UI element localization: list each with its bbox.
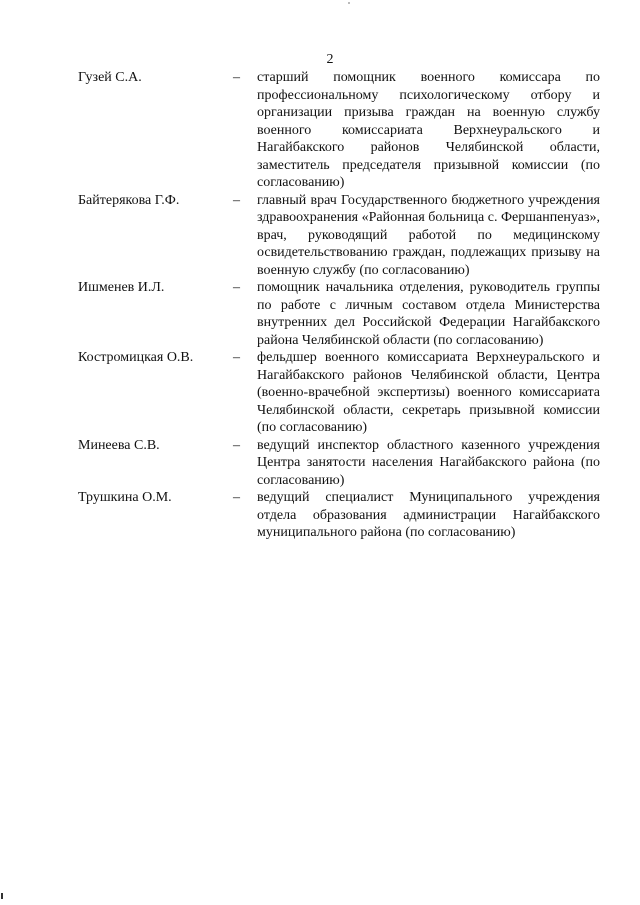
member-position: главный врач Государственного бюджетного учреждения здравоохранения «Районная больница с. Фершанпенуаз», врач, руководящий работой по медицинскому освидетельствованию граждан, подлежащих призыву на военную службу (по согласованию) bbox=[257, 192, 600, 278]
list-item bbox=[78, 69, 600, 192]
member-position: фельдшер военного комиссариата Верхнеуральского и Нагайбакского районов Челябинской области, Центра (военно-врачебной экспертизы) военного комиссариата Челябинской области, секретарь призывной комиссии (по согласованию) bbox=[257, 350, 600, 435]
separator-dash: – bbox=[233, 70, 240, 85]
list-item bbox=[78, 437, 600, 490]
member-position: помощник начальника отделения, руководитель группы по работе с личным составом отдела Министерства внутренних дел Российской Федерации Нагайбакского района Челябинской области (по согласованию) bbox=[257, 280, 600, 348]
scan-artifact-left bbox=[1, 893, 3, 899]
member-name: Костромицкая О.В. bbox=[78, 350, 194, 365]
list-item bbox=[78, 489, 600, 542]
member-name: Гузей С.А. bbox=[78, 70, 142, 85]
member-name: Байтерякова Г.Ф. bbox=[78, 192, 180, 208]
member-position: ведущий специалист Муниципального учреждения отдела образования администрации Нагайбакского муниципального района (по согласованию) bbox=[257, 490, 600, 540]
member-name: Ишменев И.Л. bbox=[78, 280, 165, 295]
separator-dash: – bbox=[233, 280, 240, 295]
list-item bbox=[78, 192, 600, 280]
list-item bbox=[78, 349, 600, 437]
member-position: старший помощник военного комиссара по профессиональному психологическому отбору и организации призыва граждан на военную службу военного комиссариата Верхнеуральского и Нагайбакского районов Челябинской области, заместитель председателя призывной комиссии (по согласованию) bbox=[257, 70, 600, 190]
member-list bbox=[78, 69, 600, 542]
scan-artifact-top bbox=[348, 2, 350, 4]
list-item bbox=[78, 279, 600, 349]
separator-dash: – bbox=[233, 437, 240, 453]
separator-dash: – bbox=[233, 192, 240, 208]
separator-dash: – bbox=[233, 350, 240, 365]
member-name: Минеева С.В. bbox=[78, 437, 160, 453]
page-number: 2 bbox=[326, 52, 334, 67]
member-position: ведущий инспектор областного казенного учреждения Центра занятости населения Нагайбакского района (по согласованию) bbox=[257, 437, 600, 488]
member-name: Трушкина О.М. bbox=[78, 490, 172, 505]
separator-dash: – bbox=[233, 490, 240, 505]
